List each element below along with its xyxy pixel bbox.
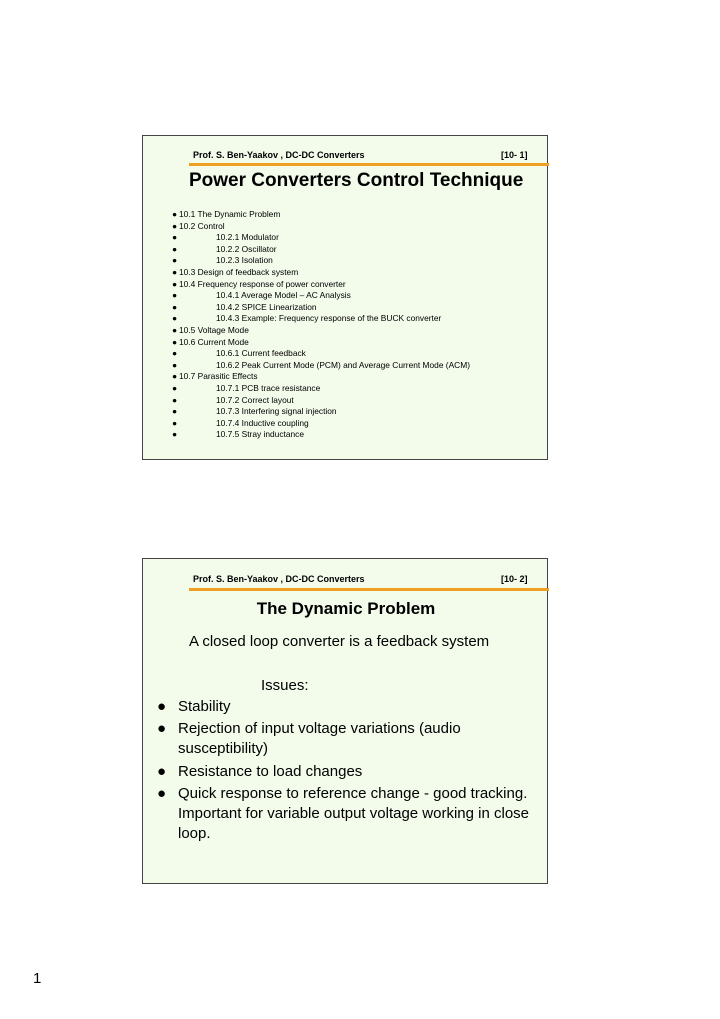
toc-item-text: 10.2.2 Oscillator — [216, 243, 277, 254]
bullet-icon: ● — [172, 209, 178, 219]
bullet-icon: ● — [157, 720, 167, 737]
toc-item — [172, 383, 470, 395]
bullet-icon: ● — [172, 359, 178, 370]
toc-item — [172, 406, 470, 418]
toc-item — [172, 371, 470, 383]
bullet-text: Stability — [178, 698, 231, 715]
bullet-icon: ● — [157, 698, 167, 715]
bullet-icon: ● — [172, 382, 178, 393]
bullet-icon: ● — [157, 785, 167, 802]
header-rule — [189, 163, 549, 166]
bullet-icon: ● — [172, 313, 178, 324]
toc-item-text: 10.6 Current Mode — [179, 336, 249, 347]
header-rule — [189, 588, 549, 591]
bullet-icon: ● — [172, 301, 178, 312]
list-item — [157, 784, 532, 844]
toc-item — [172, 279, 470, 291]
list-item — [157, 719, 497, 759]
slide-title: The Dynamic Problem — [256, 599, 436, 618]
toc-item — [172, 418, 470, 430]
toc-item-text: 10.7.5 Stray inductance — [216, 429, 304, 440]
toc-item — [172, 255, 470, 267]
toc-item — [172, 325, 470, 337]
toc-item — [172, 395, 470, 407]
bullet-icon: ● — [157, 763, 167, 780]
bullet-icon: ● — [172, 266, 178, 277]
list-item — [157, 762, 537, 782]
toc-item-text: 10.7.1 PCB trace resistance — [216, 382, 321, 393]
bullet-icon: ● — [172, 255, 178, 266]
bullet-icon: ● — [172, 429, 178, 440]
bullet-icon: ● — [172, 324, 178, 335]
issues-label: Issues: — [261, 677, 309, 694]
toc-item — [172, 290, 470, 302]
toc-item-text: 10.7 Parasitic Effects — [179, 371, 258, 382]
toc-item — [172, 348, 470, 360]
toc-item-text: 10.4 Frequency response of power converter — [179, 278, 346, 289]
toc-item — [172, 267, 470, 279]
bullet-text: Rejection of input voltage variations (audio susceptibility) — [178, 720, 461, 757]
page-number: 1 — [33, 970, 42, 987]
toc-item-text: 10.2.3 Isolation — [216, 255, 273, 266]
slide-number: [10- 1] — [501, 150, 528, 160]
bullet-icon: ● — [172, 394, 178, 405]
toc-item-text: 10.7.2 Correct layout — [216, 394, 294, 405]
bullet-icon: ● — [172, 243, 178, 254]
toc-item-text: 10.4.2 SPICE Linearization — [216, 301, 317, 312]
toc-item-text: 10.6.1 Current feedback — [216, 348, 306, 359]
toc-item-text: 10.7.3 Interfering signal injection — [216, 406, 337, 417]
toc-item-text: 10.5 Voltage Mode — [179, 324, 249, 335]
slide-number: [10- 2] — [501, 574, 528, 584]
bullet-text: Resistance to load changes — [178, 763, 363, 780]
bullet-text: Quick response to reference change - good tracking. Important for variable output voltage working in close loop. — [178, 785, 530, 842]
toc-item — [172, 337, 470, 349]
slide-header: Prof. S. Ben-Yaakov , DC-DC Converters — [193, 150, 365, 160]
toc-item-text: 10.7.4 Inductive coupling — [216, 417, 309, 428]
toc-item — [172, 244, 470, 256]
slide-header: Prof. S. Ben-Yaakov , DC-DC Converters — [193, 574, 365, 584]
bullet-icon: ● — [172, 220, 178, 231]
toc-item — [172, 313, 470, 325]
slide-2 — [142, 558, 548, 884]
toc-item-text: 10.1 The Dynamic Problem — [179, 209, 281, 219]
toc-item-text: 10.2.1 Modulator — [216, 232, 279, 243]
toc-item — [172, 221, 470, 233]
toc-item — [172, 360, 470, 372]
slide-1 — [142, 135, 548, 460]
slide-title: Power Converters Control Technique — [189, 170, 524, 191]
toc-item — [172, 429, 470, 441]
bullet-icon: ● — [172, 417, 178, 428]
bullet-icon: ● — [172, 336, 178, 347]
toc-item — [172, 302, 470, 314]
bullet-icon: ● — [172, 348, 178, 359]
bullet-icon: ● — [172, 371, 178, 382]
toc-item — [172, 209, 470, 221]
list-item — [157, 697, 537, 717]
toc-item — [172, 232, 470, 244]
bullet-icon: ● — [172, 290, 178, 301]
table-of-contents — [172, 209, 470, 441]
bullet-icon: ● — [172, 232, 178, 243]
toc-item-text: 10.4.3 Example: Frequency response of the BUCK converter — [216, 313, 442, 324]
bullet-icon: ● — [172, 278, 178, 289]
toc-item-text: 10.3 Design of feedback system — [179, 266, 299, 277]
intro-text: A closed loop converter is a feedback system — [189, 633, 490, 650]
toc-item-text: 10.4.1 Average Model – AC Analysis — [216, 290, 351, 301]
toc-item-text: 10.2 Control — [179, 220, 225, 231]
bullet-icon: ● — [172, 406, 178, 417]
toc-item-text: 10.6.2 Peak Current Mode (PCM) and Average Current Mode (ACM) — [216, 359, 470, 370]
